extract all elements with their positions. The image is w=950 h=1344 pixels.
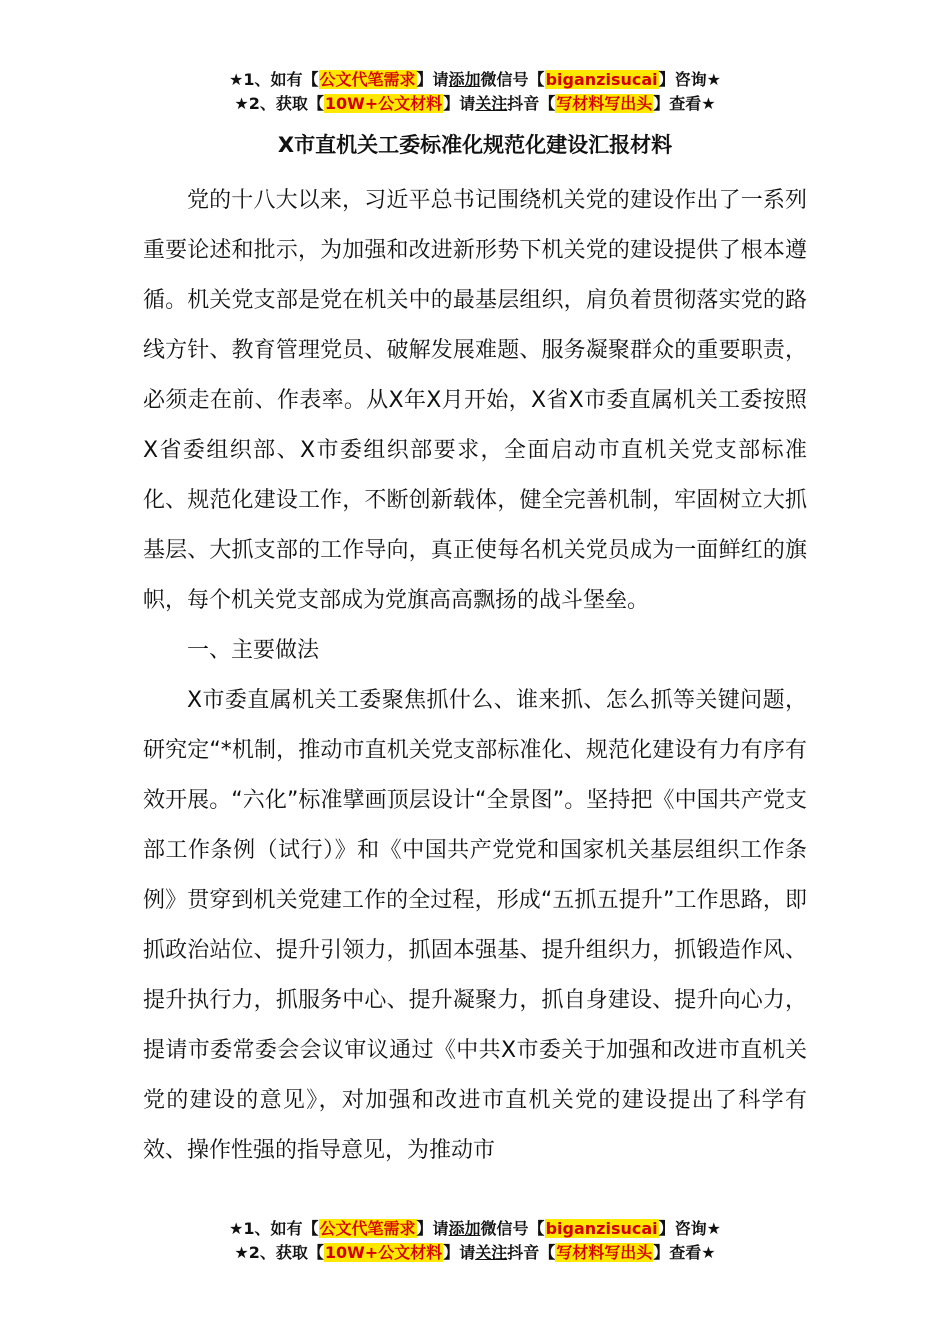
banner-emphasis: 关注 — [475, 1243, 508, 1262]
banner-text: 】咨询★ — [658, 70, 721, 89]
banner-line-2 — [0, 92, 950, 116]
banner-line-1 — [0, 1217, 950, 1241]
banner-text: ★2、获取【 — [234, 94, 324, 113]
highlight-materials: 10W+公文材料 — [324, 1243, 443, 1262]
highlight-wechat-id: biganzisucai — [545, 70, 658, 89]
banner-text: 】请 — [416, 70, 449, 89]
banner-text: 抖音【 — [507, 94, 556, 113]
banner-top — [0, 68, 950, 116]
highlight-wechat-id: biganzisucai — [545, 1219, 658, 1238]
banner-text: 】请 — [443, 1243, 476, 1262]
banner-text: ★2、获取【 — [234, 1243, 324, 1262]
highlight-douyin-id: 写材料写出头 — [556, 94, 653, 113]
banner-text: 】查看★ — [653, 94, 716, 113]
highlight-service: 公文代笔需求 — [319, 70, 416, 89]
banner-line-2 — [0, 1241, 950, 1265]
banner-text: ★1、如有【 — [229, 70, 319, 89]
banner-line-1 — [0, 68, 950, 92]
banner-emphasis: 添加 — [448, 70, 481, 89]
highlight-materials: 10W+公文材料 — [324, 94, 443, 113]
banner-emphasis: 关注 — [475, 94, 508, 113]
document-title: X市直机关工委标准化规范化建设汇报材料 — [277, 133, 673, 157]
paragraph-intro: 党的十八大以来，习近平总书记围绕机关党的建设作出了一系列重要论述和批示，为加强和改进新形势下机关党的建设提供了根本遵循。机关党支部是党在机关中的最基层组织，肩负着贯彻落实党的路线方针、教育管理党员、破解发展难题、服务凝聚群众的重要职责，必须走在前、作表率。从X年X月开始，X省X市委直属机关工委按照X省委组织部、X市委组织部要求，全面启动市直机关党支部标准化、规范化建设工作，不断创新载体，健全完善机制，牢固树立大抓基层、大抓支部的工作导向，真正使每名机关党员成为一面鲜红的旗帜，每个机关党支部成为党旗高高飘扬的战斗堡垒。 — [143, 188, 807, 613]
banner-text: 】请 — [416, 1219, 449, 1238]
highlight-service: 公文代笔需求 — [319, 1219, 416, 1238]
banner-text: 】咨询★ — [658, 1219, 721, 1238]
banner-bottom — [0, 1217, 950, 1265]
banner-text: 】请 — [443, 94, 476, 113]
banner-emphasis: 添加 — [448, 1219, 481, 1238]
banner-text: 】查看★ — [653, 1243, 716, 1262]
highlight-douyin-id: 写材料写出头 — [556, 1243, 653, 1262]
paragraph-main-practices: X市委直属机关工委聚焦抓什么、谁来抓、怎么抓等关键问题，研究定“*机制，推动市直机关党支部标准化、规范化建设有力有序有效开展。“六化”标准擘画顶层设计“全景图”。坚持把《中国共产党支部工作条例（试行）》和《中国共产党党和国家机关基层组织工作条例》贯穿到机关党建工作的全过程，形成“五抓五提升”工作思路，即抓政治站位、提升引领力，抓固本强基、提升组织力，抓锻造作风、提升执行力，抓服务中心、提升凝聚力，抓自身建设、提升向心力，提请市委常委会会议审议通过《中共X市委关于加强和改进市直机关党的建设的意见》，对加强和改进市直机关党的建设提出了科学有效、操作性强的指导意见，为推动市 — [143, 688, 807, 1163]
banner-text: ★1、如有【 — [229, 1219, 319, 1238]
banner-text: 抖音【 — [507, 1243, 556, 1262]
banner-text: 微信号【 — [480, 70, 545, 89]
banner-text: 微信号【 — [480, 1219, 545, 1238]
document-body — [143, 176, 807, 1176]
section-heading: 一、主要做法 — [187, 638, 320, 663]
